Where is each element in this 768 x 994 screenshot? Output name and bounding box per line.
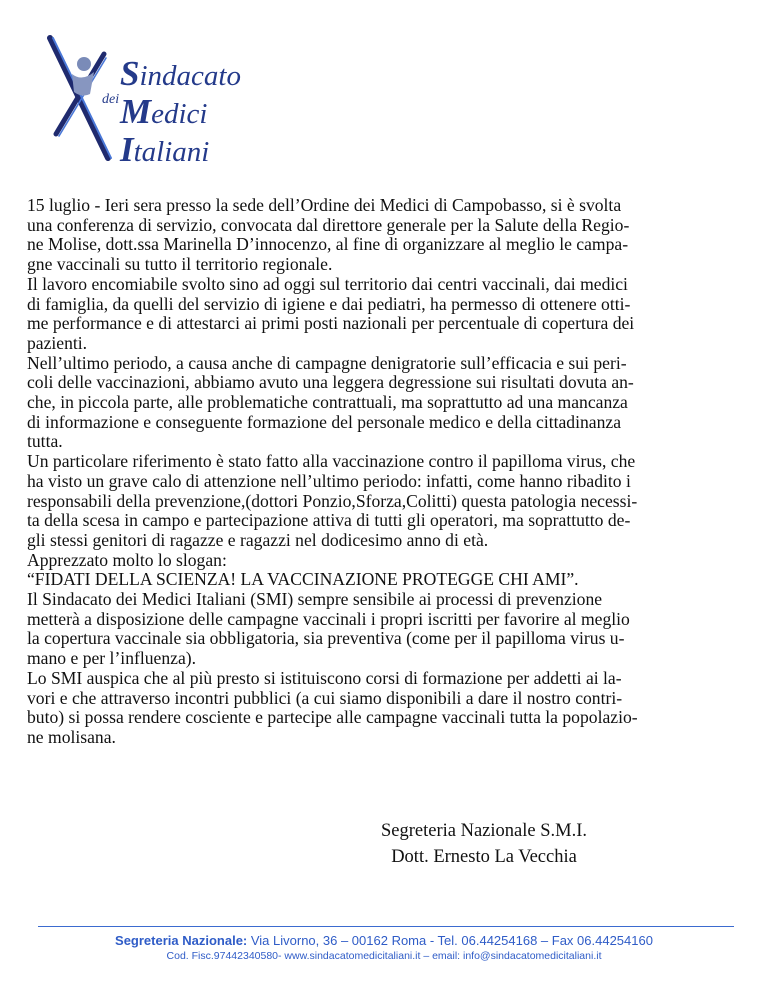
footer-address: Via Livorno, 36 – 00162 Roma - Tel. 06.44254168 – Fax 06.44254160 <box>247 933 653 948</box>
letter-body <box>27 196 717 748</box>
body-line: Nell’ultimo periodo, a causa anche di campagne denigratorie sull’efficacia e sui peri- <box>27 352 627 373</box>
body-line: mano e per l’influenza). <box>27 648 197 669</box>
body-line: una conferenza di servizio, convocata dal direttore generale per la Salute della Regio- <box>27 214 630 235</box>
logo-rest: indacato <box>139 60 241 92</box>
body-line: di informazione e conseguente formazione del personale medico e della cittadinanza <box>27 411 622 432</box>
body-line: tutta. <box>27 431 63 452</box>
footer-address-line <box>0 932 768 949</box>
logo-initial: M <box>120 92 152 131</box>
body-line: Lo SMI auspica che al più presto si istituiscono corsi di formazione per addetti ai la- <box>27 667 622 688</box>
footer-contact-line: Cod. Fisc.97442340580- www.sindacatomedicitaliani.it – email: info@sindacatomedicitaliani.it <box>166 950 602 962</box>
body-line: responsabili della prevenzione,(dottori Ponzio,Sforza,Colitti) questa patologia necessi- <box>27 490 638 511</box>
body-line: “FIDATI DELLA SCIENZA! LA VACCINAZIONE PROTEGGE CHI AMI”. <box>27 569 579 590</box>
signature-name: Dott. Ernesto La Vecchia <box>391 847 577 867</box>
logo-word-medici <box>120 94 207 129</box>
logo-initial: I <box>120 130 134 169</box>
body-line: gne vaccinali su tutto il territorio regionale. <box>27 254 333 275</box>
body-line: gli stessi genitori di ragazze e ragazzi nel dodicesimo anno di età. <box>27 529 489 550</box>
letterhead-footer <box>0 932 768 964</box>
logo-initial: S <box>120 54 140 93</box>
body-line: che, in piccola parte, alle problematiche contrattuali, ma soprattutto ad una mancanza <box>27 392 628 413</box>
body-line: metterà a disposizione delle campagne vaccinali i propri iscritti per favorire al meglio <box>27 608 630 629</box>
body-line: pazienti. <box>27 332 88 353</box>
footer-label: Segreteria Nazionale: <box>115 933 248 948</box>
logo-rest: taliani <box>133 136 210 168</box>
body-line: ne Molise, dott.ssa Marinella D’innocenzo, al fine di organizzare al meglio le campa- <box>27 234 629 255</box>
body-line: ne molisana. <box>27 726 116 747</box>
smi-logo <box>44 34 264 169</box>
footer-divider <box>38 926 734 927</box>
body-line: coli delle vaccinazioni, abbiamo avuto una leggera degressione sui risultati dovuta an- <box>27 372 634 393</box>
body-line: Il Sindacato dei Medici Italiani (SMI) sempre sensibile ai processi di prevenzione <box>27 589 603 610</box>
body-line: di famiglia, da quelli del servizio di igiene e dai pediatri, ha permesso di ottenere otti- <box>27 293 631 314</box>
body-line: ha visto un grave calo di attenzione nell’ultimo periodo: infatti, come hanno ribadito i <box>27 470 631 491</box>
body-line: buto) si possa rendere cosciente e partecipe alle campagne vaccinali tutta la popolazio- <box>27 707 638 728</box>
body-line: 15 luglio - Ieri sera presso la sede dell’Ordine dei Medici di Campobasso, si è svolta <box>27 195 622 215</box>
body-line: Apprezzato molto lo slogan: <box>27 549 227 570</box>
logo-word-sindacato <box>120 56 241 91</box>
body-line: Un particolare riferimento è stato fatto alla vaccinazione contro il papilloma virus, che <box>27 451 636 472</box>
logo-rest: edici <box>151 98 208 130</box>
body-line: Il lavoro encomiabile svolto sino ad oggi sul territorio dai centri vaccinali, dai medici <box>27 273 628 294</box>
logo-connector: dei <box>102 92 120 107</box>
body-line: me performance e di attestarci ai primi posti nazionali per percentuale di copertura dei <box>27 313 635 334</box>
signature-block <box>300 818 668 870</box>
logo-word-italiani <box>120 132 209 167</box>
signature-office: Segreteria Nazionale S.M.I. <box>381 821 587 841</box>
body-line: la copertura vaccinale sia obbligatoria, sia preventiva (come per il papilloma virus u- <box>27 628 625 649</box>
body-line: ta della scesa in campo e partecipazione attiva di tutti gli operatori, ma soprattutto de- <box>27 510 631 531</box>
body-line: vori e che attraverso incontri pubblici (a cui siamo disponibili a dare il nostro contri- <box>27 687 623 708</box>
